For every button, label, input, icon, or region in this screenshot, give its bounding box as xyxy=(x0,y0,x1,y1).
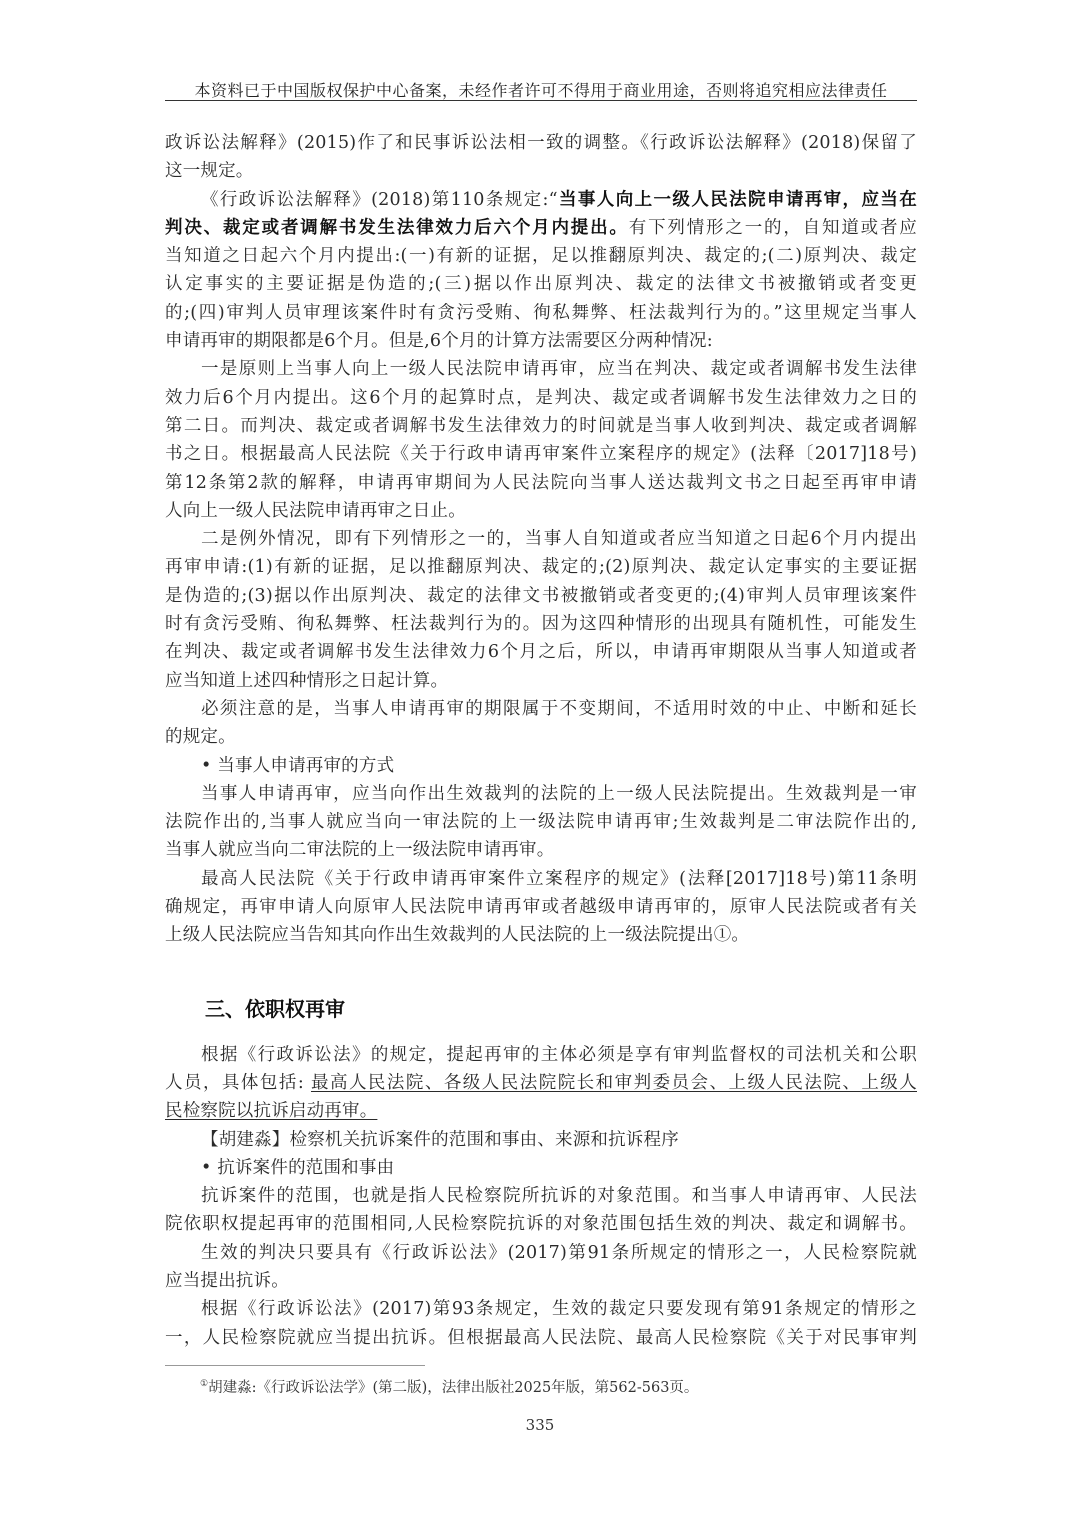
text-line: 申请再审的期限都是6个月。但是,6个月的计算方法需要区分两种情况: xyxy=(165,331,713,352)
text-line: 院依职权提起再审的范围相同,人民检察院抗诉的对象范围包括生效的判决、裁定和调解书。 xyxy=(165,1214,917,1235)
footnote-divider xyxy=(165,1365,425,1366)
text-line: 第12条第2款的解释，申请再审期间为人民法院向当事人送达裁判文书之日起至再审申请 xyxy=(165,472,917,493)
text-line xyxy=(165,214,917,242)
footnote-text: 胡建淼:《行政诉讼法学》(第二版)，法律出版社2025年版，第562-563页。 xyxy=(208,1380,699,1396)
page-body xyxy=(165,129,917,1352)
text-line: 当事人就应当向二审法院的上一级法院申请再审。 xyxy=(165,840,555,861)
text-line: 根据《行政诉讼法》(2017)第93条规定，生效的裁定只要发现有第91条规定的情形之 xyxy=(201,1299,917,1320)
copyright-header: 本资料已于中国版权保护中心备案，未经作者许可不得用于商业用途，否则将追究相应法律责任 xyxy=(194,81,888,100)
text-line: 必须注意的是，当事人申请再审的期限属于不变期间，不适用时效的中止、中断和延长 xyxy=(201,698,917,719)
text-line: 当事人申请再审，应当向作出生效裁判的法院的上一级人民法院提出。生效裁判是一审 xyxy=(201,783,917,804)
text-line xyxy=(165,1069,917,1097)
text-line: 抗诉案件的范围，也就是指人民检察院所抗诉的对象范围。和当事人申请再审、人民法 xyxy=(201,1186,917,1207)
text-line: 二是例外情况，即有下列情形之一的，当事人自知道或者应当知道之日起6个月内提出 xyxy=(201,529,917,550)
text-line: 一，人民检察院就应当提出抗诉。但根据最高人民法院、最高人民检察院《关于对民事审判 xyxy=(165,1327,917,1348)
text-run: 人员，具体包括: xyxy=(165,1072,311,1093)
text-line: 是伪造的;(3)据以作出原判决、裁定的法律文书被撤销或者变更的;(4)审判人员审理该案件 xyxy=(165,585,917,606)
text-run: 《行政诉讼法解释》(2018)第110条规定:“ xyxy=(201,189,558,210)
text-line: 最高人民法院《关于行政申请再审案件立案程序的规定》(法释[2017]18号)第11条明 xyxy=(201,868,917,889)
text-line: 再审申请:(1)有新的证据，足以推翻原判决、裁定的;(2)原判决、裁定认定事实的主要证据 xyxy=(165,557,917,578)
text-line: 第二日。而判决、裁定或者调解书发生法律效力的时间就是当事人收到判决、裁定或者调解 xyxy=(165,415,917,436)
footnote-marker: ① xyxy=(200,1379,209,1390)
text-line: 认定事实的主要证据是伪造的;(三)据以作出原判决、裁定的法律文书被撤销或者变更 xyxy=(165,274,917,295)
text-line xyxy=(165,186,917,214)
text-line: 书之日。根据最高人民法院《关于行政申请再审案件立案程序的规定》(法释〔2017]18号) xyxy=(165,444,917,465)
underlined-text: 最高人民法院、各级人民法院院长和审判委员会、上级人民法院、上级人 xyxy=(310,1072,917,1093)
text-run: 有下列情形之一的，自知道或者应 xyxy=(628,217,917,238)
text-line xyxy=(165,1097,917,1125)
section-heading: 三、依职权再审 xyxy=(205,996,345,1021)
text-line: 人向上一级人民法院申请再审之日止。 xyxy=(165,500,466,521)
bold-text: 判决、裁定或者调解书发生法律效力后六个月内提出。 xyxy=(165,217,629,238)
text-line: 应当提出抗诉。 xyxy=(165,1270,289,1291)
text-line: 的规定。 xyxy=(165,727,236,748)
section-spacer xyxy=(165,950,917,989)
text-line: 一是原则上当事人向上一级人民法院申请再审，应当在判决、裁定或者调解书发生法律 xyxy=(201,359,917,380)
bold-text: 当事人向上一级人民法院申请再审，应当在 xyxy=(557,189,917,210)
text-line: 的;(四)审判人员审理该案件时有贪污受贿、徇私舞弊、枉法裁判行为的。”这里规定当事人 xyxy=(165,302,917,323)
text-line: 应当知道上述四种情形之日起计算。 xyxy=(165,670,449,691)
bullet-heading: • 当事人申请再审的方式 xyxy=(201,755,395,776)
subheading: 【胡建淼】检察机关抗诉案件的范围和事由、来源和抗诉程序 xyxy=(201,1129,679,1150)
text-line: 上级人民法院应当告知其向作出生效裁判的人民法院的上一级法院提出①。 xyxy=(165,925,750,946)
text-line: 这一规定。 xyxy=(165,161,254,182)
page-number: 335 xyxy=(525,1416,555,1434)
header-divider xyxy=(165,100,917,101)
text-line: 效力后6个月内提出。这6个月的起算时点，是判决、裁定或者调解书发生法律效力之日的 xyxy=(165,387,917,408)
text-line: 生效的判决只要具有《行政诉讼法》(2017)第91条所规定的情形之一，人民检察院就 xyxy=(201,1242,917,1263)
text-line: 时有贪污受贿、徇私舞弊、枉法裁判行为的。因为这四种情形的出现具有随机性，可能发生 xyxy=(165,614,917,635)
text-line: 根据《行政诉讼法》的规定，提起再审的主体必须是享有审判监督权的司法机关和公职 xyxy=(201,1044,917,1065)
footnote xyxy=(200,1376,698,1397)
text-line: 当知道之日起六个月内提出:(一)有新的证据，足以推翻原判决、裁定的;(二)原判决、裁定 xyxy=(165,246,917,267)
bullet-heading: • 抗诉案件的范围和事由 xyxy=(201,1157,395,1178)
text-line: 确规定，再审申请人向原审人民法院申请再审或者越级申请再审的，原审人民法院或者有关 xyxy=(165,897,917,918)
text-line: 法院作出的,当事人就应当向一审法院的上一级法院申请再审;生效裁判是二审法院作出的, xyxy=(165,812,917,833)
underlined-text: 民检察院以抗诉启动再审。 xyxy=(165,1101,378,1122)
text-line: 政诉讼法解释》(2015)作了和民事诉讼法相一致的调整。《行政诉讼法解释》(2018)保留了 xyxy=(165,133,917,153)
text-line: 在判决、裁定或者调解书发生法律效力6个月之后，所以，申请再审期限从当事人知道或者 xyxy=(165,642,917,663)
